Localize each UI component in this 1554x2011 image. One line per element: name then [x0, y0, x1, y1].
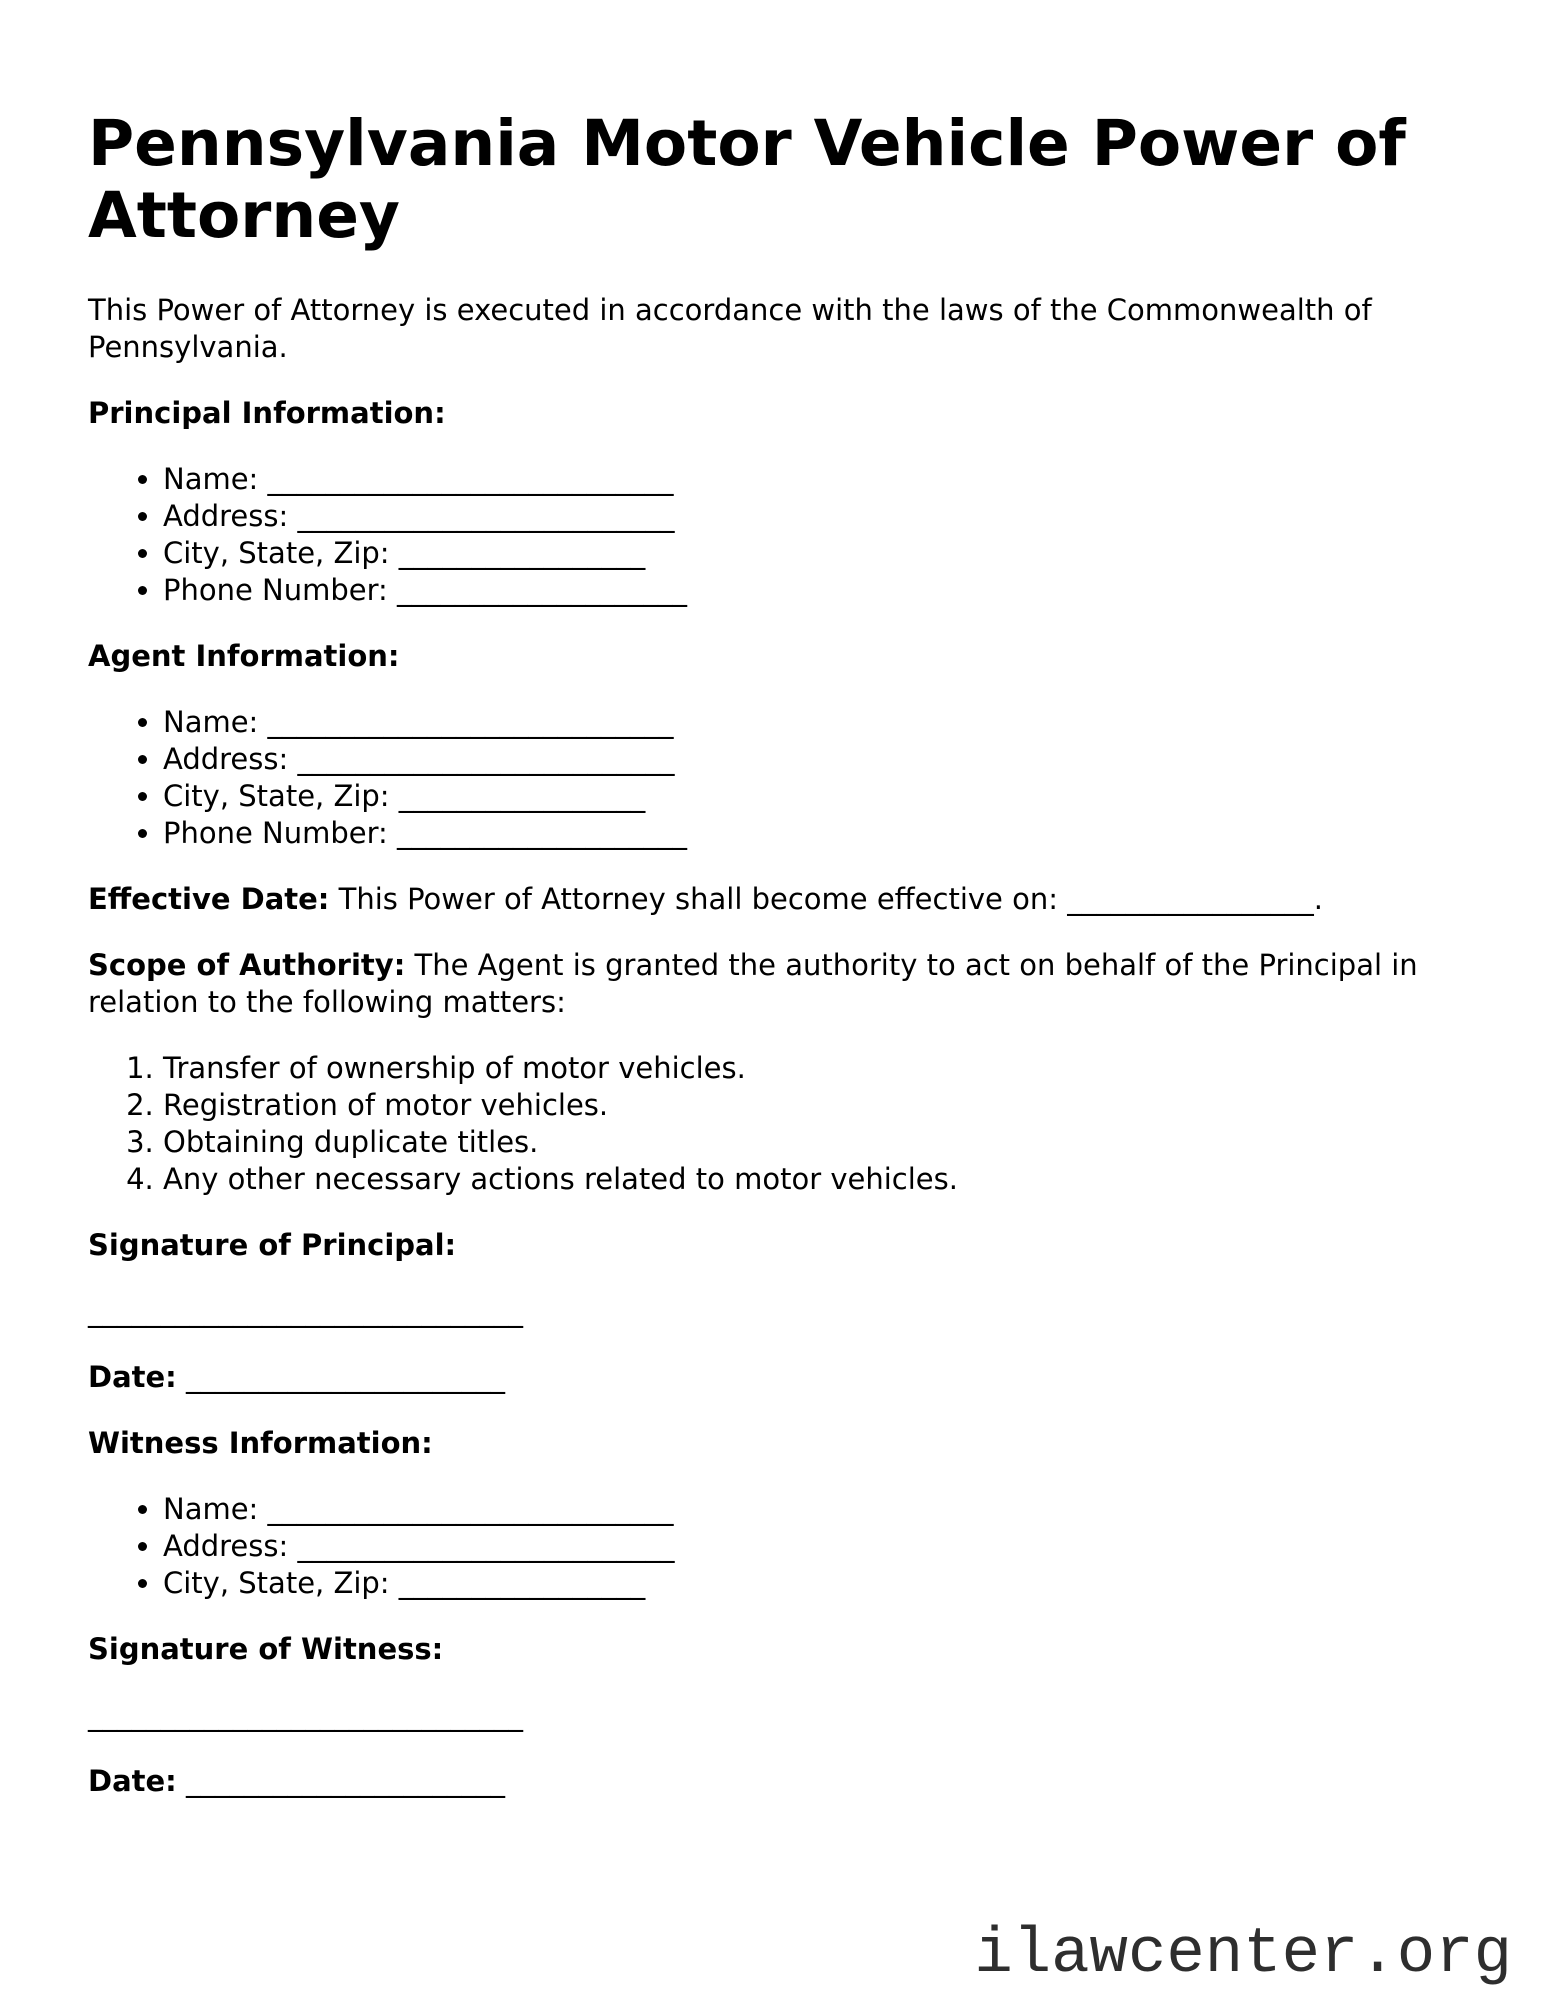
witness-fields-list — [88, 1491, 1468, 1602]
document-title: Pennsylvania Motor Vehicle Power of Attorney — [88, 107, 1406, 252]
field-label: Phone Number: — [163, 816, 388, 850]
field-label: Address: — [163, 1529, 289, 1563]
fill-in-blank: ____________________ — [397, 573, 688, 607]
list-item — [163, 535, 1468, 572]
date-label: Date: — [88, 1360, 177, 1394]
sentence-period: . — [1313, 882, 1323, 916]
intro-paragraph: This Power of Attorney is executed in accordance with the laws of the Commonwealth of Pennsylvania. — [88, 293, 1372, 364]
fill-in-blank: ____________________________ — [267, 705, 674, 739]
effective-date-text: This Power of Attorney shall become effective on: — [338, 882, 1058, 916]
list-item — [163, 1565, 1468, 1602]
list-item: 3. Obtaining duplicate titles. — [163, 1124, 1468, 1161]
field-label: City, State, Zip: — [163, 1566, 390, 1600]
list-item: 4. Any other necessary actions related to motor vehicles. — [163, 1161, 1468, 1198]
signature-of-principal-heading: Signature of Principal: — [88, 1228, 457, 1262]
list-item — [163, 461, 1468, 498]
fill-in-blank: ____________________________ — [267, 462, 674, 496]
agent-fields-list — [88, 704, 1468, 852]
list-item — [163, 778, 1468, 815]
field-label: Name: — [163, 1492, 259, 1526]
scope-of-authority-text: The Agent is granted the authority to act on behalf of the Principal in relation to the following matters: — [88, 948, 1418, 1019]
scope-of-authority-paragraph — [88, 947, 1468, 1021]
list-item — [163, 1528, 1468, 1565]
fill-in-blank: __________________________ — [297, 742, 675, 776]
fill-in-blank: __________________________ — [297, 499, 675, 533]
fill-in-blank: ____________________ — [397, 816, 688, 850]
witness-signature-line: ______________________________ — [88, 1698, 523, 1732]
list-item — [163, 1491, 1468, 1528]
witness-information-heading: Witness Information: — [88, 1426, 433, 1460]
effective-date-label: Effective Date: — [88, 882, 330, 916]
fill-in-blank: _________________ — [398, 779, 646, 813]
fill-in-blank: _________________ — [1067, 882, 1314, 916]
field-label: Name: — [163, 705, 259, 739]
scope-of-authority-label: Scope of Authority: — [88, 948, 406, 982]
principal-fields-list — [88, 461, 1468, 609]
field-label: Address: — [163, 742, 289, 776]
witness-date-row — [88, 1763, 1468, 1800]
list-item: 1. Transfer of ownership of motor vehicles. — [163, 1050, 1468, 1087]
principal-signature-line: ______________________________ — [88, 1294, 523, 1328]
fill-in-blank: ______________________ — [186, 1360, 505, 1394]
scope-matters-list — [88, 1050, 1468, 1198]
list-item — [163, 498, 1468, 535]
agent-information-heading: Agent Information: — [88, 639, 400, 673]
fill-in-blank: _________________ — [398, 536, 646, 570]
list-item — [163, 815, 1468, 852]
signature-of-witness-heading: Signature of Witness: — [88, 1632, 444, 1666]
fill-in-blank: __________________________ — [297, 1529, 675, 1563]
field-label: City, State, Zip: — [163, 779, 390, 813]
fill-in-blank: ____________________________ — [267, 1492, 674, 1526]
field-label: Name: — [163, 462, 259, 496]
list-item: 2. Registration of motor vehicles. — [163, 1087, 1468, 1124]
fill-in-blank: ______________________ — [186, 1764, 505, 1798]
date-label: Date: — [88, 1764, 177, 1798]
list-item — [163, 572, 1468, 609]
field-label: Phone Number: — [163, 573, 388, 607]
field-label: Address: — [163, 499, 289, 533]
principal-information-heading: Principal Information: — [88, 396, 446, 430]
fill-in-blank: _________________ — [398, 1566, 646, 1600]
effective-date-paragraph — [88, 881, 1468, 918]
field-label: City, State, Zip: — [163, 536, 390, 570]
principal-date-row — [88, 1359, 1468, 1396]
list-item — [163, 741, 1468, 778]
list-item — [163, 704, 1468, 741]
site-watermark: ilawcenter.org — [974, 1919, 1512, 1991]
